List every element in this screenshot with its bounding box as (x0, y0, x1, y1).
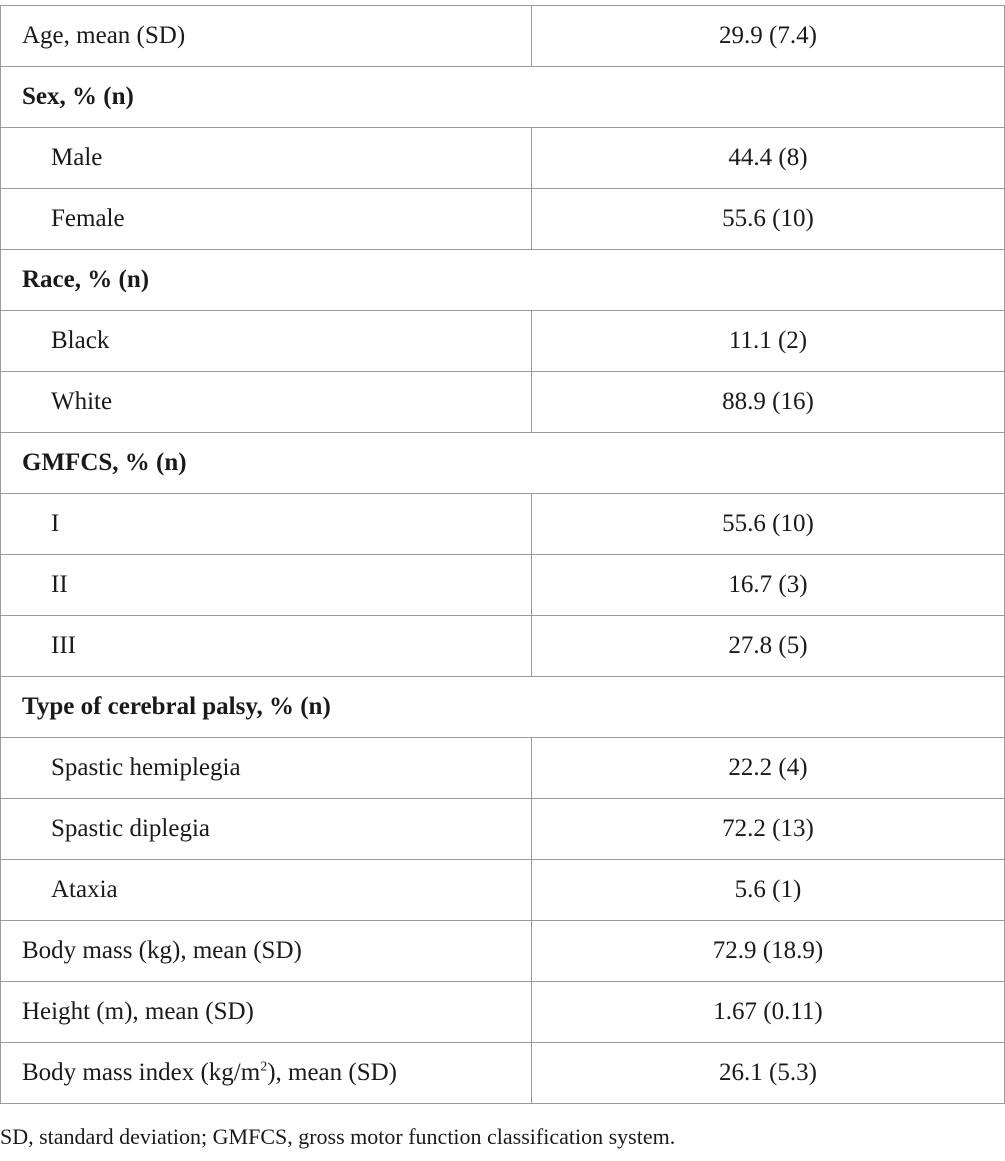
table-row (1, 372, 1005, 433)
row-label: III (1, 616, 532, 677)
row-label: Spastic hemiplegia (1, 738, 532, 799)
table-row (1, 616, 1005, 677)
table-row (1, 738, 1005, 799)
row-value: 27.8 (5) (532, 616, 1005, 677)
section-header: Race, % (n) (1, 250, 1005, 311)
row-label: II (1, 555, 532, 616)
table-row (1, 189, 1005, 250)
section-header-row (1, 433, 1005, 494)
row-value: 11.1 (2) (532, 311, 1005, 372)
row-value: 55.6 (10) (532, 494, 1005, 555)
section-header: Sex, % (n) (1, 67, 1005, 128)
table-footnote: SD, standard deviation; GMFCS, gross motor function classification system. (0, 1124, 676, 1149)
section-header-row (1, 677, 1005, 738)
demographics-table-container (0, 5, 1004, 1104)
row-value: 29.9 (7.4) (532, 6, 1005, 67)
table-row (1, 555, 1005, 616)
row-value: 1.67 (0.11) (532, 982, 1005, 1043)
row-value: 88.9 (16) (532, 372, 1005, 433)
row-label: White (1, 372, 532, 433)
table-row (1, 982, 1005, 1043)
row-label: Black (1, 311, 532, 372)
label-text-post: ), mean (SD) (267, 1059, 398, 1086)
row-label: Body mass (kg), mean (SD) (1, 921, 532, 982)
demographics-table (0, 5, 1005, 1104)
row-value: 72.2 (13) (532, 799, 1005, 860)
table-row (1, 6, 1005, 67)
section-header-row (1, 67, 1005, 128)
row-value: 72.9 (18.9) (532, 921, 1005, 982)
table-row (1, 860, 1005, 921)
row-label: Height (m), mean (SD) (1, 982, 532, 1043)
row-value: 44.4 (8) (532, 128, 1005, 189)
table-row (1, 128, 1005, 189)
row-label: Age, mean (SD) (1, 6, 532, 67)
section-header-row (1, 250, 1005, 311)
row-label: Female (1, 189, 532, 250)
table-row (1, 1043, 1005, 1104)
row-label (1, 1043, 532, 1104)
label-text-pre: Body mass index (kg/m (22, 1059, 261, 1086)
row-label: Spastic diplegia (1, 799, 532, 860)
row-label: Male (1, 128, 532, 189)
row-value: 26.1 (5.3) (532, 1043, 1005, 1104)
row-label: Ataxia (1, 860, 532, 921)
row-value: 22.2 (4) (532, 738, 1005, 799)
label-superscript: 2 (260, 1059, 268, 1075)
row-value: 55.6 (10) (532, 189, 1005, 250)
row-value: 5.6 (1) (532, 860, 1005, 921)
table-row (1, 799, 1005, 860)
table-row (1, 921, 1005, 982)
table-row (1, 494, 1005, 555)
row-value: 16.7 (3) (532, 555, 1005, 616)
table-row (1, 311, 1005, 372)
row-label: I (1, 494, 532, 555)
section-header: GMFCS, % (n) (1, 433, 1005, 494)
section-header: Type of cerebral palsy, % (n) (1, 677, 1005, 738)
